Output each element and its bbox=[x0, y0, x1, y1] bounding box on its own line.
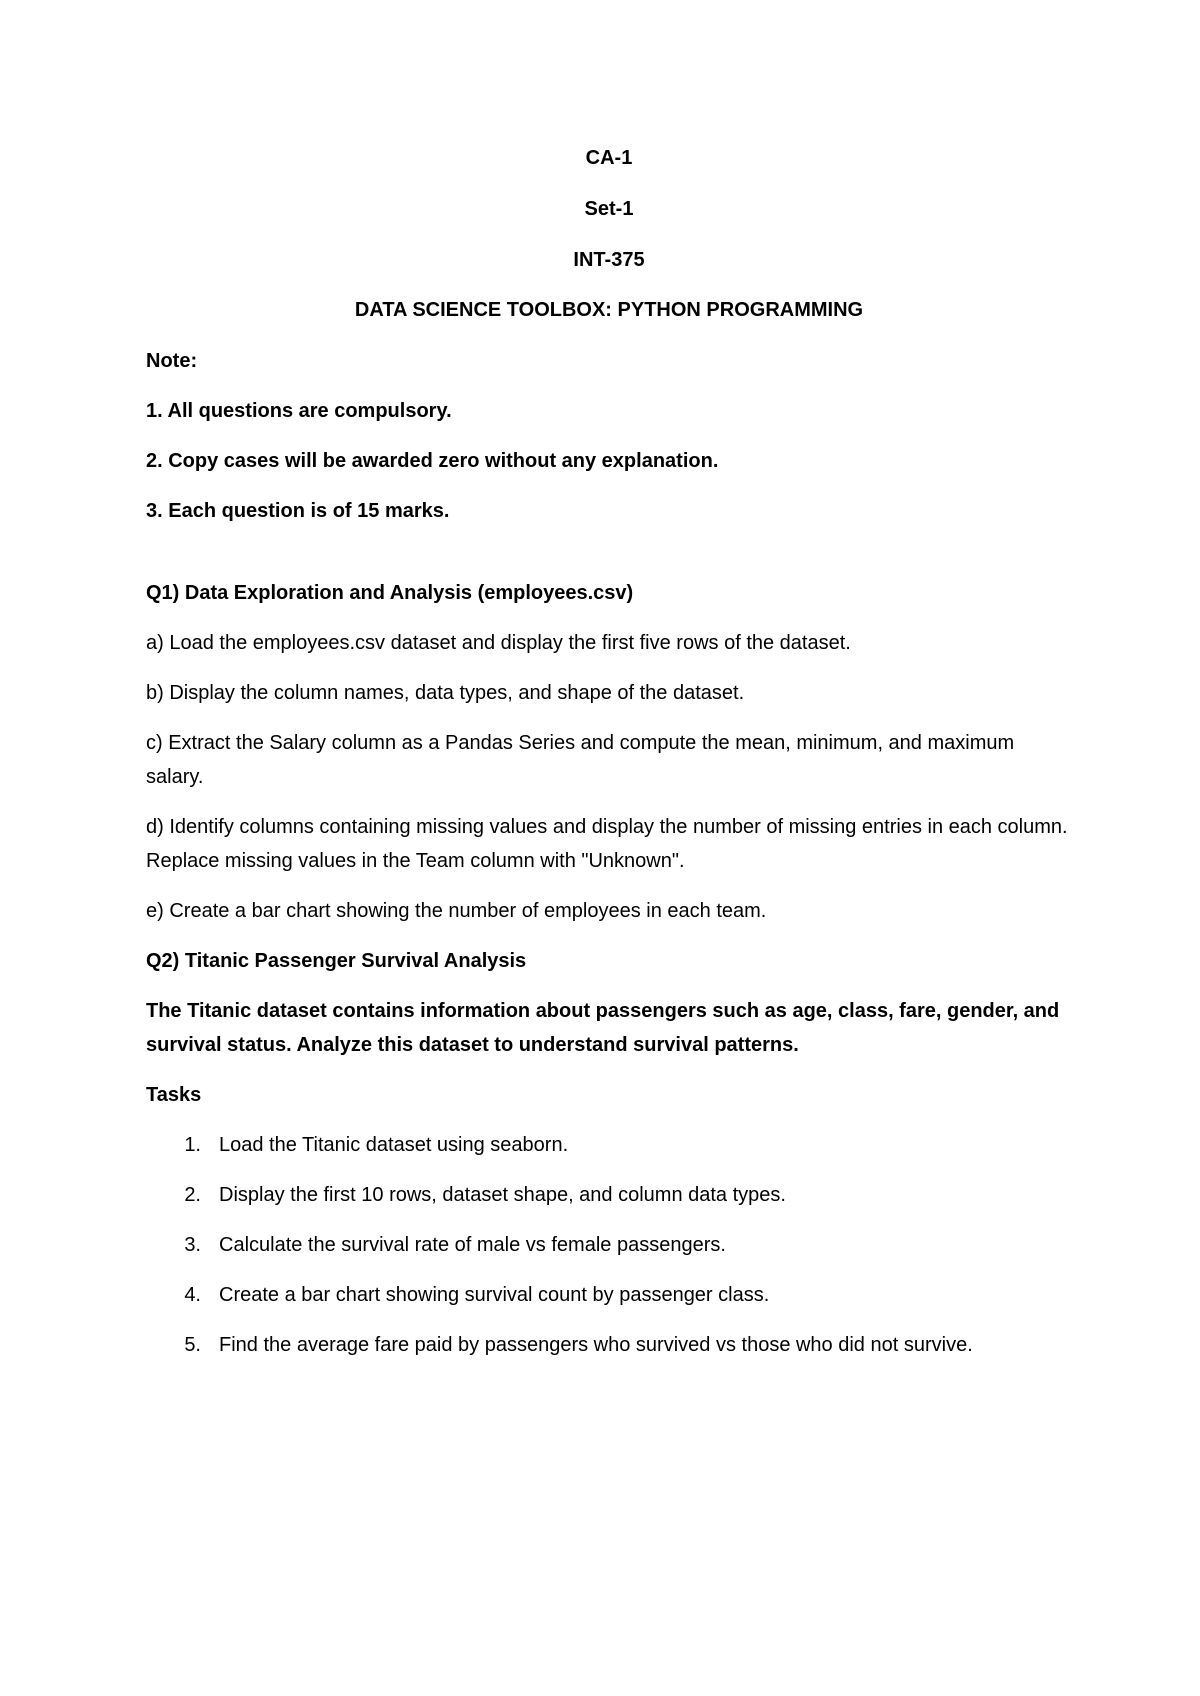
task-text: Create a bar chart showing survival count by passenger class. bbox=[219, 1284, 770, 1306]
task-number: 5. bbox=[184, 1334, 201, 1356]
question-1 bbox=[146, 576, 1072, 928]
task-text: Display the first 10 rows, dataset shape, and column data types. bbox=[219, 1184, 786, 1206]
q1-part-a: a) Load the employees.csv dataset and display the first five rows of the dataset. bbox=[146, 632, 851, 654]
task-number: 1. bbox=[184, 1134, 201, 1156]
task-number: 3. bbox=[184, 1234, 201, 1256]
note-label: Note: bbox=[146, 350, 198, 372]
list-item bbox=[146, 1228, 1072, 1262]
course-code: CA-1 bbox=[585, 147, 633, 169]
q1-title: Q1) Data Exploration and Analysis (employees.csv) bbox=[146, 582, 634, 604]
note-section bbox=[146, 344, 1072, 528]
q2-tasks-label: Tasks bbox=[146, 1084, 202, 1106]
note-item-3: 3. Each question is of 15 marks. bbox=[146, 500, 450, 522]
note-item-1: 1. All questions are compulsory. bbox=[146, 400, 452, 422]
subject-code: INT-375 bbox=[573, 249, 645, 271]
set-number: Set-1 bbox=[584, 198, 634, 220]
list-item bbox=[146, 1278, 1072, 1312]
task-text: Load the Titanic dataset using seaborn. bbox=[219, 1134, 569, 1156]
task-text: Calculate the survival rate of male vs female passengers. bbox=[219, 1234, 726, 1256]
q2-title: Q2) Titanic Passenger Survival Analysis bbox=[146, 950, 527, 972]
note-item-2: 2. Copy cases will be awarded zero without any explanation. bbox=[146, 450, 719, 472]
list-item bbox=[146, 1128, 1072, 1162]
list-item bbox=[146, 1328, 1072, 1362]
q1-part-e: e) Create a bar chart showing the number of employees in each team. bbox=[146, 900, 767, 922]
q1-part-d: d) Identify columns containing missing values and display the number of missing entries in each column. Replace missing values in the Team column with "Unknown". bbox=[146, 816, 1068, 872]
question-2 bbox=[146, 944, 1072, 1362]
q1-part-b: b) Display the column names, data types, and shape of the dataset. bbox=[146, 682, 745, 704]
task-number: 2. bbox=[184, 1184, 201, 1206]
task-number: 4. bbox=[184, 1284, 201, 1306]
subject-title: DATA SCIENCE TOOLBOX: PYTHON PROGRAMMING bbox=[354, 299, 864, 321]
q2-task-list bbox=[146, 1128, 1072, 1362]
list-item bbox=[146, 1178, 1072, 1212]
task-text: Find the average fare paid by passengers who survived vs those who did not survive. bbox=[219, 1334, 973, 1356]
q2-description: The Titanic dataset contains information about passengers such as age, class, fare, gender, and survival status. Analyze this dataset to understand survival patterns. bbox=[146, 1000, 1060, 1056]
q1-part-c: c) Extract the Salary column as a Pandas Series and compute the mean, minimum, and maximum salary. bbox=[146, 732, 1015, 788]
